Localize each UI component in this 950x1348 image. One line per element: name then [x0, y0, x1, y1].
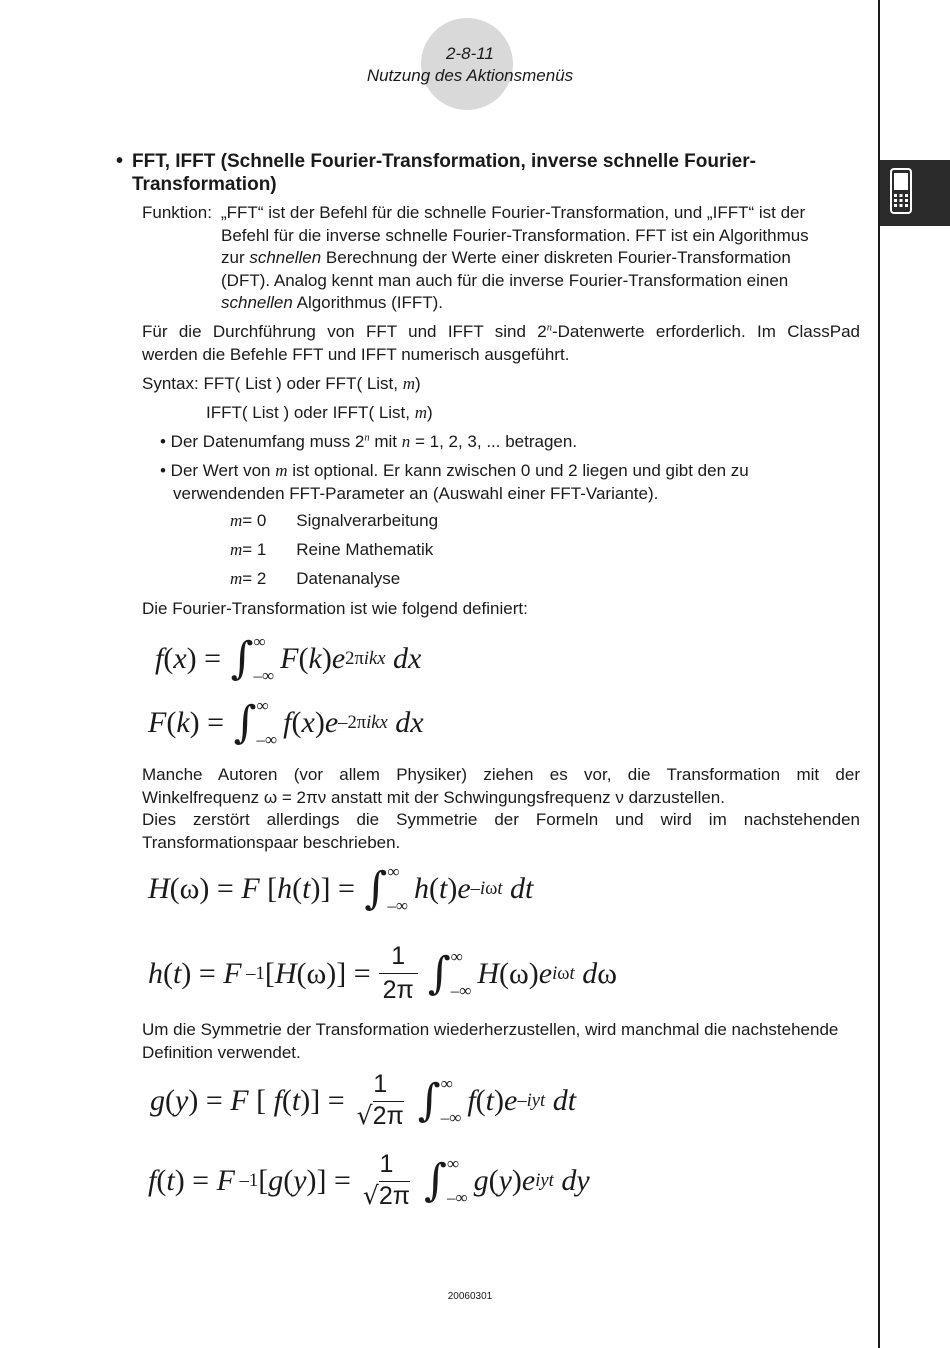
formula-fourier-forward: f ( x ) = ∫ ∞ –∞ F ( k ) e 2πikx dx — [155, 632, 422, 685]
lower-limit: –∞ — [440, 1107, 462, 1127]
paragraph-symmetry — [142, 1019, 860, 1064]
text: m — [414, 403, 428, 422]
paragraph-line: Definition verwendet. — [142, 1042, 301, 1062]
text: = 2 — [242, 569, 267, 588]
text: IFFT( List ) oder IFFT( List, — [206, 403, 415, 422]
funktion-text — [221, 202, 809, 315]
denominator: 2π — [379, 973, 418, 1005]
paragraph-line: Transformationspaar beschrieben. — [142, 832, 401, 852]
text: m — [230, 569, 243, 588]
text: ) — [415, 374, 421, 393]
text: Befehl für die inverse schnelle Fourier-Transformation. FFT ist ein Algorithmus — [221, 225, 809, 245]
m-option — [230, 569, 400, 589]
funktion-line — [221, 292, 809, 315]
upper-limit: ∞ — [256, 696, 269, 715]
text: m — [230, 540, 243, 559]
calculator-icon — [890, 168, 912, 214]
formula-symmetric-inverse: f ( t ) = F –1 [ g ( y )] = 1 √2π ∫ ∞ –∞ g ( y ) e iyt dy — [148, 1150, 590, 1210]
funktion-line — [221, 247, 809, 270]
denominator: √2π — [356, 1101, 404, 1130]
integral-sign: ∫ ∞ –∞ — [424, 1153, 468, 1207]
formula-fourier-inverse: F ( k ) = ∫ ∞ –∞ f ( x ) e –2πikx dx — [148, 696, 424, 749]
formula-angular-forward: H (ω) = F [ h ( t )] = ∫ ∞ –∞ h ( t ) e –iωt dt — [148, 862, 534, 915]
integral-sign: ∫ ∞ –∞ — [364, 862, 408, 915]
fraction — [353, 1070, 408, 1131]
numerator: 1 — [379, 1150, 394, 1178]
syntax-label: Syntax: — [142, 374, 199, 393]
formula-angular-inverse: h ( t ) = F –1 [ H (ω)] = $\frac{1}{2\pi}$ ∫ ∞ –∞ H (ω) e iωt d ω — [148, 942, 617, 1004]
text: = 1, 2, 3, ... betragen. — [410, 432, 578, 451]
note-line — [160, 460, 749, 483]
text: FFT( List ) oder FFT( List, — [203, 374, 403, 393]
syntax-fft — [142, 373, 421, 396]
text: n — [546, 322, 552, 334]
upper-limit: ∞ — [440, 1073, 453, 1093]
text: ist optional. Er kann zwischen 0 und 2 liegen und gibt den zu — [287, 461, 749, 480]
section-title: FFT, IFFT (Schnelle Fourier-Transformation, inverse schnelle Fourier-Transformation) — [132, 151, 756, 195]
fraction — [379, 942, 418, 1005]
upper-limit: ∞ — [253, 632, 266, 651]
formula-symmetric-forward: g ( y ) = F [ f ( t )] = 1 √2π ∫ ∞ –∞ f ( t ) e –iyt dt — [150, 1070, 577, 1130]
syntax-ifft — [206, 402, 433, 425]
text: Reine Mathematik — [296, 540, 434, 559]
sqrt-radicand: 2π — [372, 1102, 404, 1130]
text: Signalverarbeitung — [296, 511, 439, 530]
upper-limit: ∞ — [387, 862, 400, 881]
text: mit — [369, 432, 402, 451]
funktion-line: (DFT). Analog kennt man auch für die inverse Fourier-Transformation einen — [221, 270, 789, 290]
header-circle — [421, 18, 513, 110]
lower-limit: –∞ — [446, 1187, 468, 1207]
footer-date-code: 20060301 — [447, 1291, 493, 1302]
denominator: √2π — [362, 1181, 411, 1210]
note-2 — [160, 460, 749, 505]
integral-sign: ∫ ∞ –∞ — [427, 946, 472, 1000]
text: m — [402, 374, 416, 393]
numerator: 1 — [373, 1070, 388, 1098]
text: Für die Durchführung von FFT und IFFT sind 2 — [142, 322, 547, 341]
paragraph-line: Dies zerstört allerdings die Symmetrie der Formeln und wird im nachstehenden — [142, 810, 860, 829]
intro-line: werden die Befehle FFT und IFFT numerisch ausgeführt. — [142, 344, 570, 364]
lower-limit: –∞ — [256, 730, 278, 749]
text: m — [230, 511, 243, 530]
note-line: verwendenden FFT-Parameter an (Auswahl einer FFT-Variante). — [173, 483, 659, 503]
text: -Datenwerte erforderlich. Im ClassPad — [551, 322, 860, 341]
paragraph-line: Manche Autoren (vor allem Physiker) ziehen es vor, die Transformation mit der — [142, 765, 860, 784]
text: = 1 — [242, 540, 267, 559]
text-italic: schnellen — [249, 248, 322, 267]
intro-line — [142, 321, 860, 344]
fraction — [359, 1150, 414, 1211]
chapter-tab — [880, 160, 950, 226]
note-1 — [160, 431, 577, 454]
sqrt-radicand: 2π — [378, 1182, 411, 1210]
text: n — [401, 432, 411, 451]
upper-limit: ∞ — [446, 1153, 460, 1173]
funktion-line: „FFT“ ist der Befehl für die schnelle Fourier-Transformation, und „IFFT“ ist der — [221, 203, 806, 222]
funktion-label: Funktion: — [142, 203, 212, 222]
lower-limit: –∞ — [450, 980, 472, 1000]
m-option — [230, 511, 438, 531]
page-number: 2-8-11 — [446, 44, 494, 63]
integral-sign: ∫ ∞ –∞ — [233, 696, 278, 749]
text-italic: schnellen — [221, 293, 293, 312]
text: Berechnung der Werte einer diskreten Fourier-Transformation — [321, 248, 791, 267]
text: ) — [427, 403, 433, 422]
funktion-line — [221, 225, 809, 248]
text: m — [275, 461, 288, 480]
intro-paragraph — [142, 321, 860, 366]
integral-sign: ∫ ∞ –∞ — [230, 632, 275, 685]
text: • Der Wert von — [160, 461, 276, 480]
text: • Der Datenumfang muss 2 — [160, 432, 365, 451]
section-name: Nutzung des Aktionsmenüs — [366, 66, 574, 85]
upper-limit: ∞ — [450, 946, 463, 966]
m-option — [230, 540, 433, 560]
text: Datenanalyse — [296, 569, 401, 588]
text: n — [364, 432, 370, 444]
numerator: 1 — [391, 942, 406, 970]
paragraph-line: Um die Symmetrie der Transformation wiederherzustellen, wird manchmal die nachstehende — [142, 1020, 839, 1039]
integral-sign: ∫ ∞ –∞ — [417, 1073, 462, 1127]
paragraph-physicists — [142, 764, 860, 854]
text: Algorithmus (IFFT). — [292, 293, 444, 312]
text: = 0 — [242, 511, 267, 530]
bullet-icon: • — [116, 150, 124, 172]
lower-limit: –∞ — [387, 896, 408, 915]
paragraph-line: Winkelfrequenz ω = 2πν anstatt mit der Schwingungsfrequenz ν darzustellen. — [142, 787, 725, 807]
text: zur — [221, 248, 250, 267]
lower-limit: –∞ — [253, 666, 275, 685]
definition-intro: Die Fourier-Transformation ist wie folgend definiert: — [142, 599, 528, 618]
